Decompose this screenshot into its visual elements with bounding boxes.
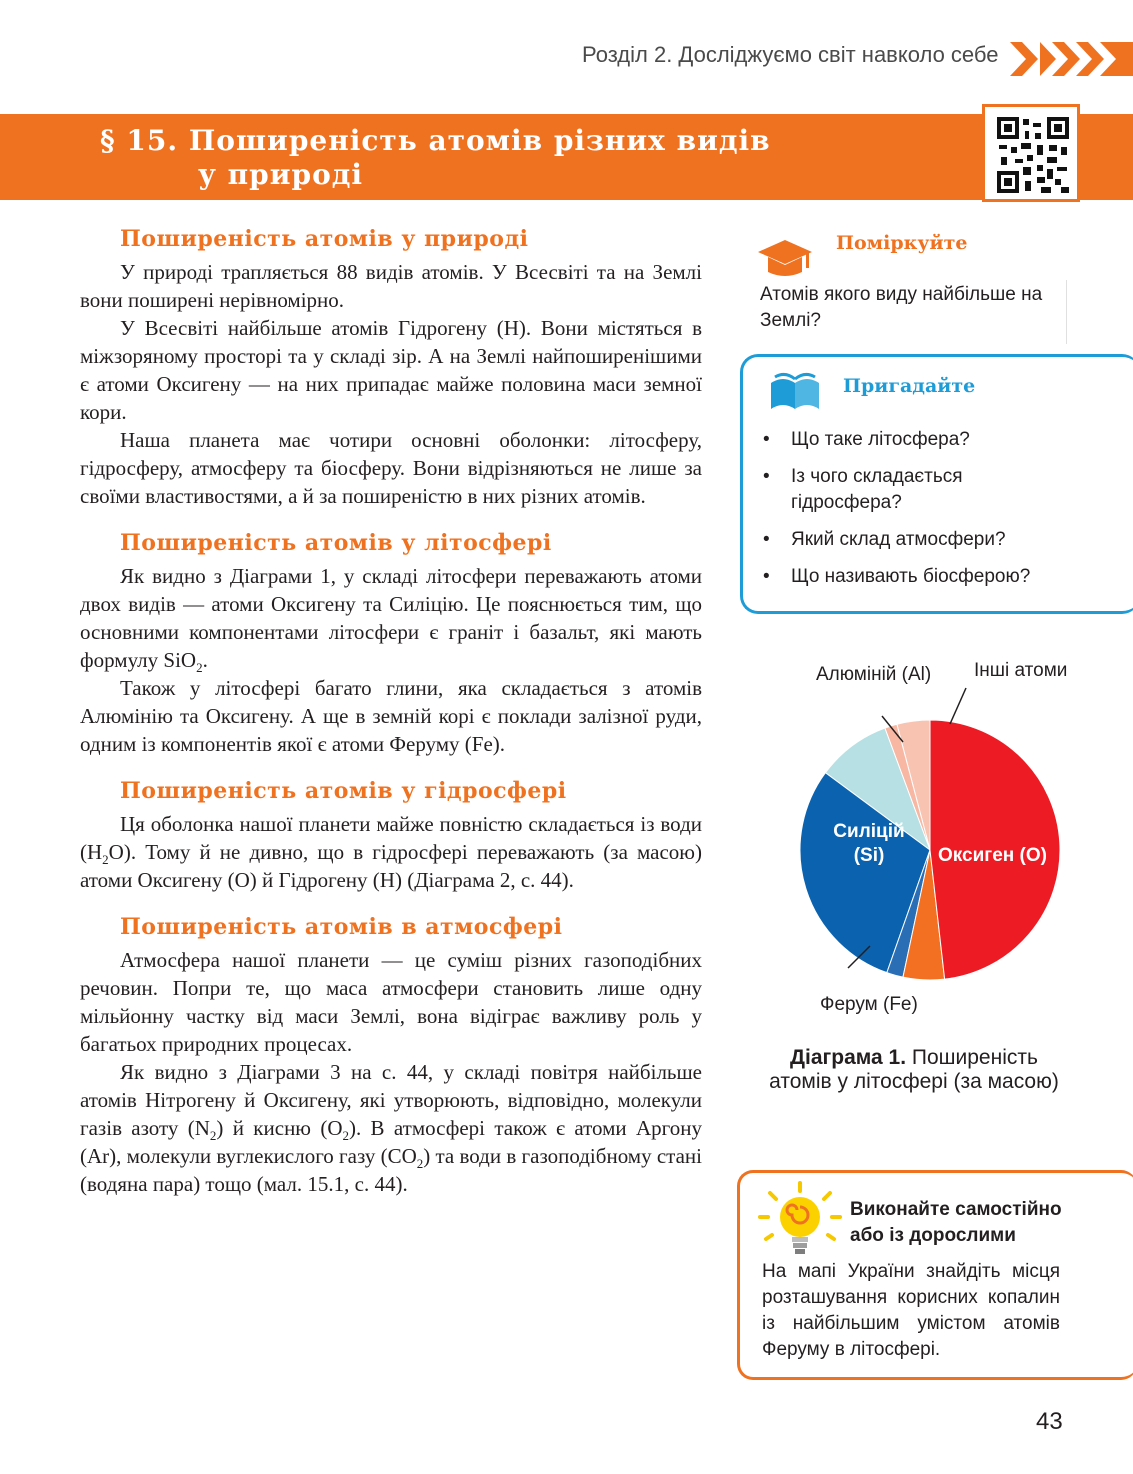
section-heading: Поширеність атомів у літосфері [120,530,552,556]
pie-chart [760,650,1133,1030]
section-heading: Поширеність атомів у гідросфері [120,778,567,804]
list-item: • Що називають біосферою? [761,564,1061,590]
list-item: • Що таке літосфера? [761,427,1061,453]
task-title: Виконайте самостійно або із дорослими [850,1199,1062,1246]
list-item: • Який склад атмосфери? [761,527,1061,553]
section-heading: Поширеність атомів у природі [120,226,529,252]
think-title: Поміркуйте [836,232,968,254]
caption-text: Поширеність атомів у літосфері (за масою) [769,1046,1059,1093]
task-box [737,1170,1133,1380]
open-book-icon [767,369,823,413]
chapter-header: Розділ 2. Досліджуємо світ навколо себе [582,42,999,67]
caption-bold: Діаграма 1. [790,1046,907,1069]
qr-code-icon [997,117,1069,193]
list-item: • Із чого складається гідросфера? [761,464,1061,516]
title-line-2: у природі [198,158,364,191]
paragraph: Наша планета має чотири основні оболонки: літосферу, гідросферу, атмосферу та біосферу. Вони відрізняються не лише за своїми властивостями, а й за поширеністю в них різних атомів. [80,428,702,508]
paragraph: У Всесвіті найбільше атомів Гідрогену (H). Вони містяться в міжзоряному просторі та у складі зір. А на Землі найпоширенішими є атоми Оксигену — на них припадає майже половина маси земної кори. [80,316,702,424]
label-silicon-line1: Силіцій [833,821,905,842]
label-silicon-line2: (Si) [853,845,885,866]
chevron-arrows-icon [1010,42,1133,76]
recall-list [761,427,1061,601]
chart-caption [760,1046,1068,1094]
paragraph: Атмосфера нашої планети — це суміш різних газоподібних речовин. Попри те, що маса атмосфери становить лише одну мільйонну частку від маси Землі, вона відіграє важливу роль у багатьох природних процесах. [80,948,702,1056]
title-line-1: § 15. Поширеність атомів різних видів [100,124,771,157]
label-aluminium: Алюміній (Al) [816,664,932,685]
paragraph: Ця оболонка нашої планети майже повністю складається із води $(H_2O)$. Тому й не дивно, що в гідросфері переважають (за масою) атоми Оксигену (O) й Гідрогену (H) (Діаграма 2, с. 44). [80,812,702,892]
task-text: На мапі України знайдіть місця розташування корисних копалин із найбільшим умістом атомів Феруму в літосфері. [762,1261,1060,1360]
label-iron: Ферум (Fe) [820,994,918,1015]
recall-box [740,354,1133,614]
paragraph: У природі трапляється 88 видів атомів. У Всесвіті та на Землі вони поширені нерівномірно. [80,260,702,312]
label-oxygen: Оксиген (O) [938,845,1047,866]
paragraph: Також у літосфері багато глини, яка складається з атомів Алюмінію та Оксигену. А ще в земній корі є поклади залізної руди, одним із компонентів якої є атоми Феруму (Fe). [80,676,702,756]
pie-chart-svg [760,650,1133,1030]
label-silicon [824,820,914,868]
main-column [80,222,702,1198]
graduation-cap-icon [758,238,812,278]
paragraph: Як видно з Діаграми 1, у складі літосфери переважають атоми двох видів — атоми Оксигену та Силіцію. Це пояснюється тим, що основними компонентами літосфери є граніт і базальт, які мають формулу SiO$_2$. [80,564,702,676]
page-title [100,124,960,192]
qr-code[interactable] [982,104,1080,202]
think-text: Атомів якого виду найбільше на Землі? [760,284,1043,331]
recall-title: Пригадайте [843,375,976,397]
page-number: 43 [1036,1408,1063,1435]
label-others: Інші атоми [974,660,1068,681]
lightbulb-icon [756,1181,844,1257]
section-heading: Поширеність атомів в атмосфері [120,914,563,940]
paragraph: Як видно з Діаграми 3 на с. 44, у складі повітря найбільше атомів Нітрогену й Оксигену, які утворюють, відповідно, молекули газів азоту $(N_2)$ й кисню $(O_2)$. В атмосфері також є атоми Аргону (Ar), молекули вуглекислого газу $(CO_2)$ та води в газоподібному стані (водяна пара) тощо (мал. 15.1, с. 44). [80,1060,702,1196]
